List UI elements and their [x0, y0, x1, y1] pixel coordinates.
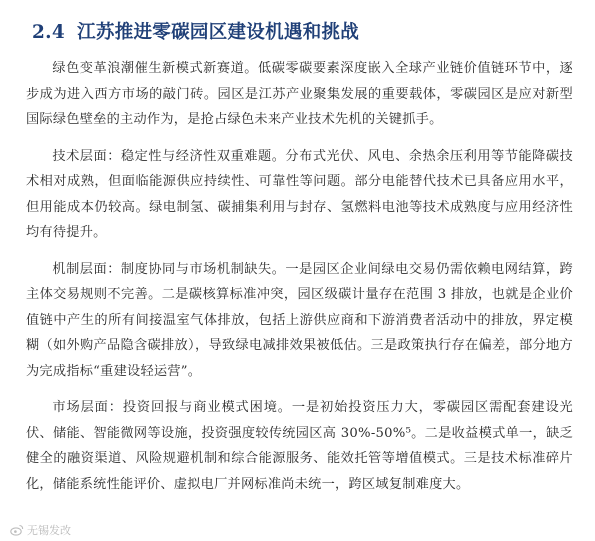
- section-number: 2.4: [32, 22, 66, 43]
- paragraph-technology: 技术层面：稳定性与经济性双重难题。分布式光伏、风电、余热余压利用等节能降碳技术相对成熟，但面临能源供应持续性、可靠性等问题。部分电能替代技术已具备应用水平，但用能成本仍较高。绿电制氢、碳捕集利用与封存、氢燃料电池等技术成熟度与应用经济性均有待提升。: [26, 148, 573, 240]
- paragraph-mechanism: 机制层面：制度协同与市场机制缺失。一是园区企业间绿电交易仍需依赖电网结算，跨主体交易规则不完善。二是碳核算标准冲突，园区级碳计量存在范围 3 排放，也就是企业价值链中产生的所有间接温室气体排放，包括上游供应商和下游消费者活动中的排放，界定模糊（如外购产品隐含碳排放），导致绿电减排效果被低估。三是政策执行存在偏差，部分地方为完成指标“重建设轻运营”。: [26, 261, 573, 379]
- watermark-text: 无锡发改: [27, 524, 71, 537]
- weibo-logo-icon: [10, 524, 24, 536]
- section-heading: [32, 18, 573, 44]
- section-title: 江苏推进零碳园区建设机遇和挑战: [77, 22, 360, 43]
- paragraph-market: 市场层面：投资回报与商业模式困境。一是初始投资压力大，零碳园区需配套建设光伏、储能、智能微网等设施，投资强度较传统园区高 30%-50%⁵。二是收益模式单一，缺乏健全的融资渠道、风险规避机制和综合能源服务、能效托管等增值模式。三是技术标准碎片化，储能系统性能评价、虚拟电厂并网标准尚未统一，跨区域复制难度大。: [26, 400, 573, 492]
- watermark: [10, 522, 71, 538]
- paragraph-intro: 绿色变革浪潮催生新模式新赛道。低碳零碳要素深度嵌入全球产业链价值链环节中，逐步成为进入西方市场的敲门砖。园区是江苏产业聚集发展的重要载体，零碳园区是应对新型国际绿色壁垒的主动作为，是抢占绿色未来产业技术先机的关键抓手。: [26, 61, 573, 127]
